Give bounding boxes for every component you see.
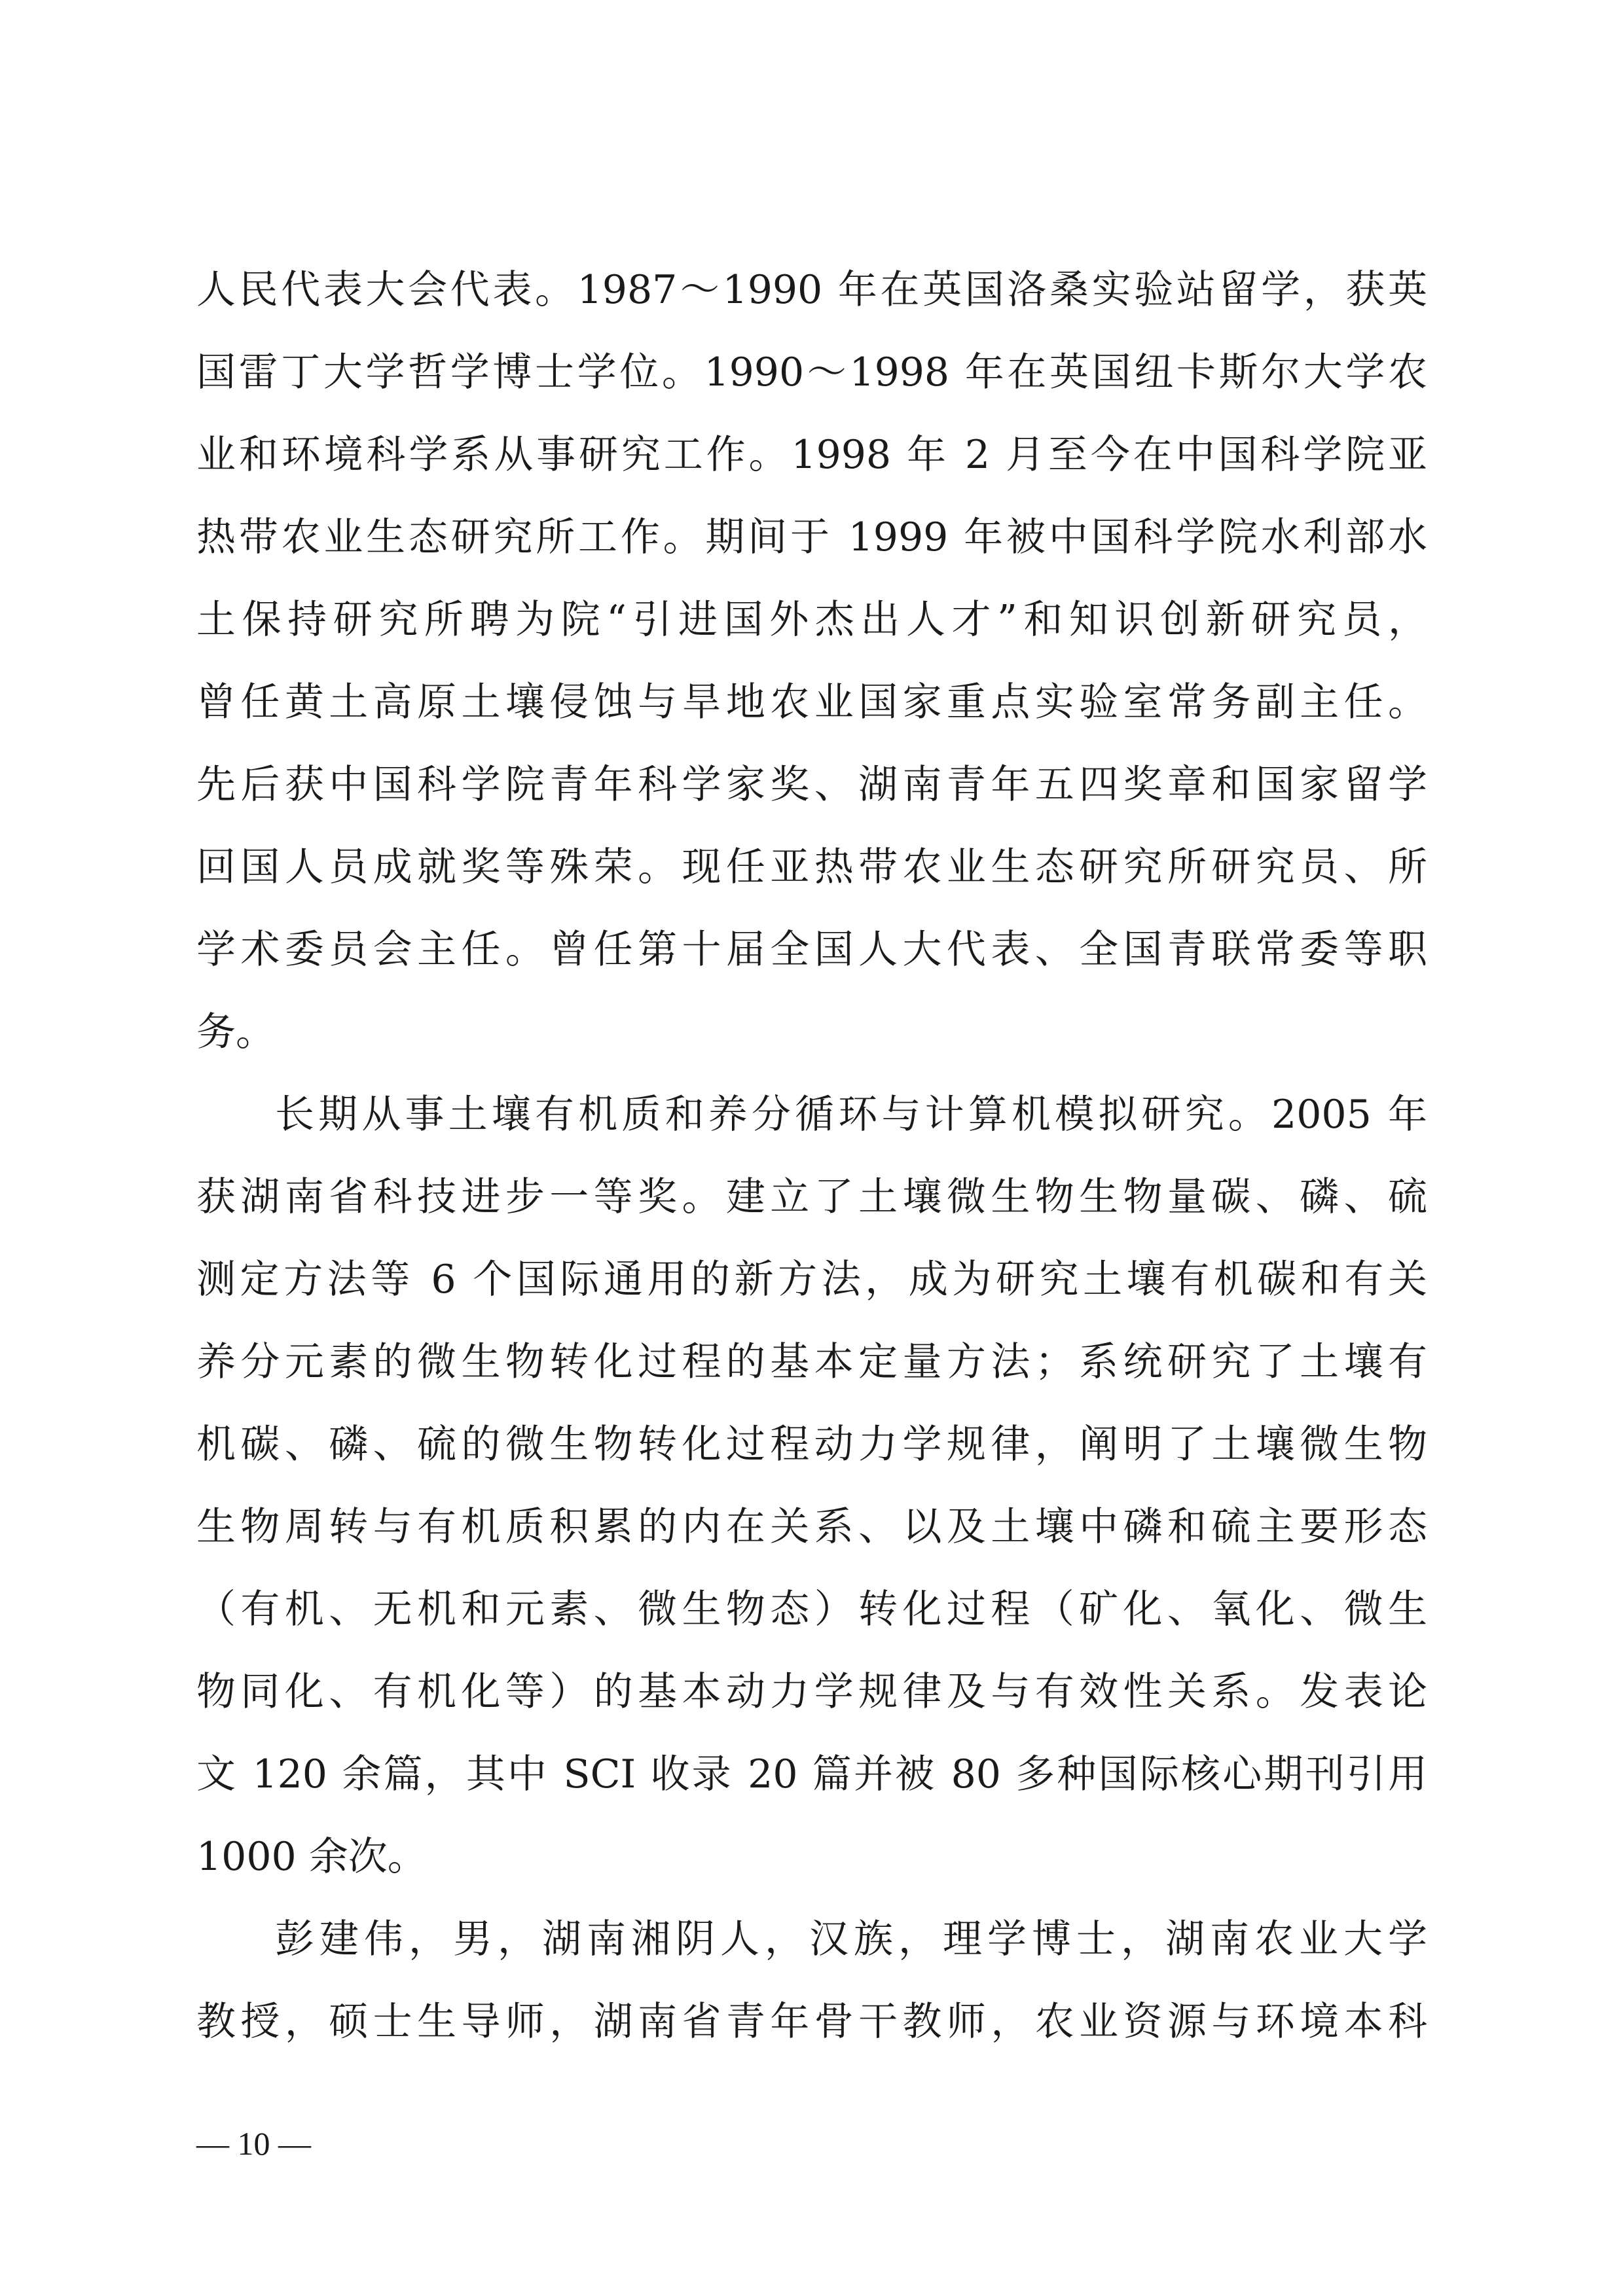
page-number: — 10 — bbox=[196, 2125, 311, 2162]
text-line: 先后获中国科学院青年科学家奖、湖南青年五四奖章和国家留学 bbox=[196, 762, 1427, 808]
text-line: 土保持研究所聘为院“引进国外杰出人才”和知识创新研究员， bbox=[196, 597, 1427, 643]
text-line: 国雷丁大学哲学博士学位。1990～1998 年在英国纽卡斯尔大学农 bbox=[196, 350, 1427, 395]
text-line: 务。 bbox=[196, 1009, 275, 1055]
text-line: （有机、无机和元素、微生物态）转化过程（矿化、氧化、微生 bbox=[196, 1587, 1427, 1632]
text-line: 测定方法等 6 个国际通用的新方法，成为研究土壤有机碳和有关 bbox=[196, 1257, 1427, 1302]
text-line: 养分元素的微生物转化过程的基本定量方法；系统研究了土壤有 bbox=[196, 1339, 1427, 1385]
text-line: 业和环境科学系从事研究工作。1998 年 2 月至今在中国科学院亚 bbox=[196, 432, 1427, 478]
page-body bbox=[196, 249, 1427, 2063]
text-line: 曾任黄土高原土壤侵蚀与旱地农业国家重点实验室常务副主任。 bbox=[196, 679, 1427, 725]
text-line: 1000 余次。 bbox=[196, 1834, 427, 1880]
text-line: 获湖南省科技进步一等奖。建立了土壤微生物生物量碳、磷、硫 bbox=[196, 1174, 1427, 1220]
paragraph-bio-continued bbox=[196, 249, 1427, 1073]
text-line: 生物周转与有机质积累的内在关系、以及土壤中磷和硫主要形态 bbox=[196, 1504, 1427, 1550]
text-line: 文 120 余篇，其中 SCI 收录 20 篇并被 80 多种国际核心期刊引用 bbox=[196, 1751, 1427, 1797]
text-line: 回国人员成就奖等殊荣。现任亚热带农业生态研究所研究员、所 bbox=[196, 844, 1427, 890]
text-line: 教授，硕士生导师，湖南省青年骨干教师，农业资源与环境本科 bbox=[196, 1999, 1427, 2045]
text-line: 物同化、有机化等）的基本动力学规律及与有效性关系。发表论 bbox=[196, 1669, 1427, 1715]
paragraph-peng-jianwei bbox=[196, 1898, 1427, 2063]
text-line: 彭建伟，男，湖南湘阴人，汉族，理学博士，湖南农业大学 bbox=[275, 1916, 1427, 1962]
text-line: 热带农业生态研究所工作。期间于 1999 年被中国科学院水利部水 bbox=[196, 514, 1427, 560]
text-line: 长期从事土壤有机质和养分循环与计算机模拟研究。2005 年 bbox=[275, 1092, 1427, 1138]
text-line: 机碳、磷、硫的微生物转化过程动力学规律，阐明了土壤微生物 bbox=[196, 1422, 1427, 1467]
text-line: 学术委员会主任。曾任第十届全国人大代表、全国青联常委等职 bbox=[196, 927, 1427, 973]
text-line: 人民代表大会代表。1987～1990 年在英国洛桑实验站留学，获英 bbox=[196, 267, 1427, 313]
paragraph-research bbox=[196, 1073, 1427, 1898]
